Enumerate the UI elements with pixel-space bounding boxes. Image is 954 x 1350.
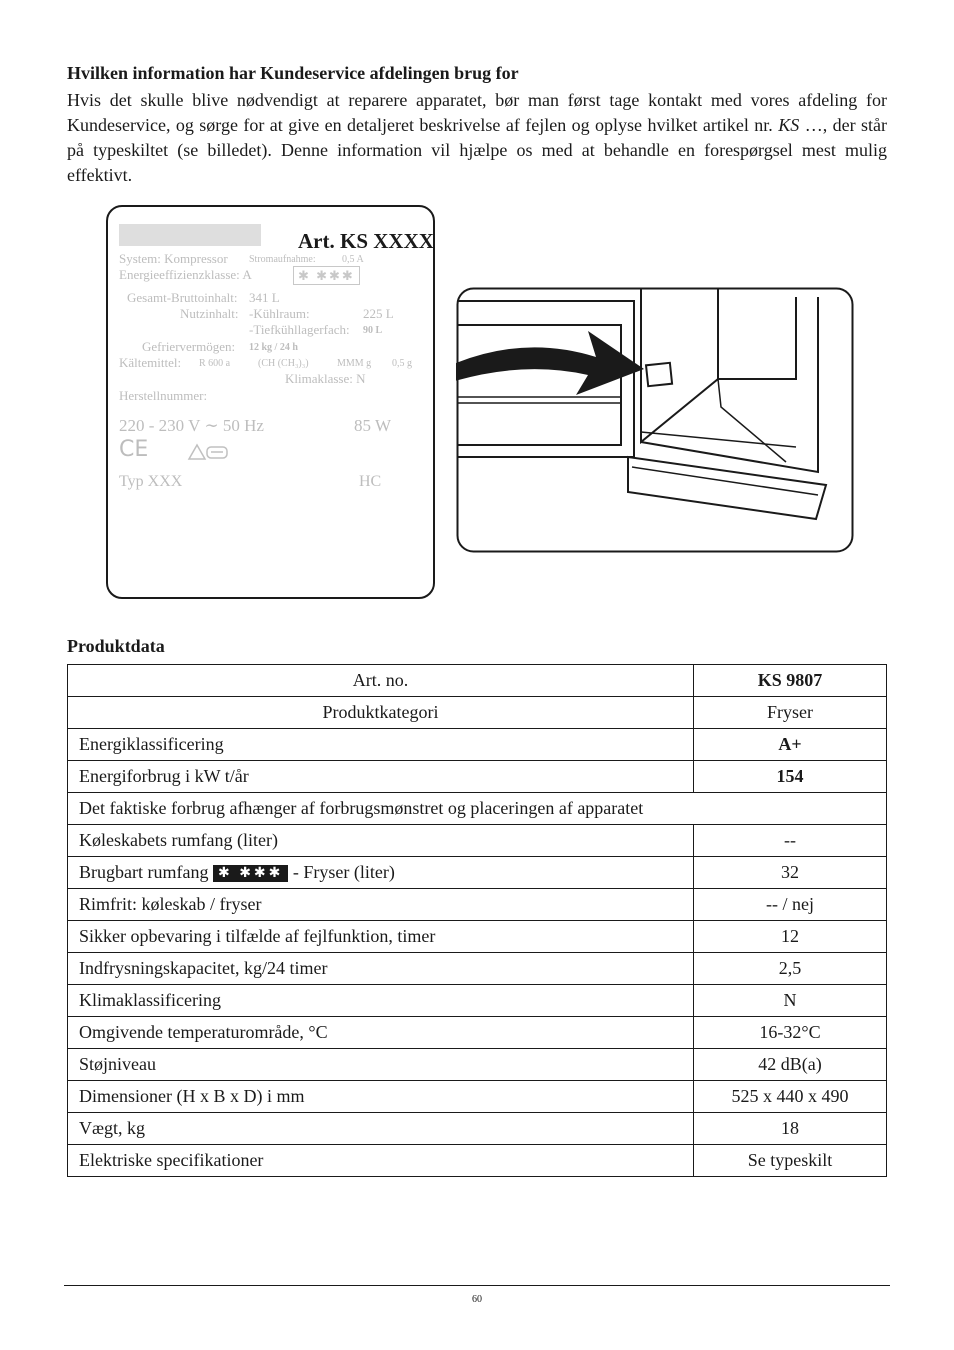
row-value: 2,5: [694, 953, 887, 985]
row-value: N: [694, 985, 887, 1017]
table-row: [68, 857, 887, 889]
table-row: [68, 1145, 887, 1177]
label-system: System: Kompressor: [119, 251, 228, 266]
rating-label-illustration: [106, 205, 435, 599]
table-row: [68, 1081, 887, 1113]
row-label: Art. no.: [68, 665, 694, 697]
row-value: 525 x 440 x 490: [694, 1081, 887, 1113]
label-grey-bar: [119, 224, 261, 246]
label-gefrier-value: 12 kg / 24 h: [249, 342, 298, 353]
row-value: 12: [694, 921, 887, 953]
label-net: Nutzinhalt:: [180, 306, 239, 321]
table-row: [68, 889, 887, 921]
row-label: Vægt, kg: [68, 1113, 694, 1145]
row-value: Fryser: [694, 697, 887, 729]
row-value: Se typeskilt: [694, 1145, 887, 1177]
intro-paragraph: Hvis det skulle blive nødvendigt at reparere apparatet, bør man først tage kontakt med vores afdeling for Kundeservice, og sørge for at give en detaljeret beskrivelse af fejlen og oplyse hvilket artikel nr. KS …, der står på typeskiltet (se billedet). Denne information vil hjælpe os med at behandle en forespørgsel mest mulig effektivt.: [67, 90, 888, 185]
label-kuhlraum: -Kühlraum:: [249, 306, 310, 321]
table-row: [68, 697, 887, 729]
table-row: [68, 825, 887, 857]
row-label: Energiklassificering: [68, 729, 694, 761]
row-value: 16-32°C: [694, 1017, 887, 1049]
table-row: [68, 1017, 887, 1049]
label-stromaufnahme-value: 0,5 A: [342, 254, 364, 265]
table-row: [68, 953, 887, 985]
label-herstell: Herstellnummer:: [119, 388, 208, 403]
label-star-rating-icon: ✱ ✱✱✱: [293, 266, 360, 285]
freezer-interior-illustration: [456, 287, 854, 553]
table-row: [68, 1113, 887, 1145]
section-heading-customer-service: Hvilken information har Kundeservice afdelingen brug for: [67, 63, 519, 83]
label-kaltemittel-value: R 600 a: [199, 358, 231, 369]
label-tiefkuhl-value: 90 L: [363, 325, 383, 336]
row-value: -- / nej: [694, 889, 887, 921]
label-gross-value: 341 L: [249, 290, 280, 305]
row-label: Energiforbrug i kW t/år: [68, 761, 694, 793]
label-gefrier: Gefriervermögen:: [142, 339, 236, 354]
row-label: Indfrysningskapacitet, kg/24 timer: [68, 953, 694, 985]
row-value: --: [694, 825, 887, 857]
table-row: [68, 761, 887, 793]
row-value: 32: [694, 857, 887, 889]
row-label: Køleskabets rumfang (liter): [68, 825, 694, 857]
label-kuhlraum-value: 225 L: [363, 306, 394, 321]
label-hc: HC: [359, 473, 382, 490]
freezer-star-rating-icon: ✱ ✱✱✱: [213, 865, 288, 882]
row-label: Omgivende temperaturområde, °C: [68, 1017, 694, 1049]
row-label: Klimaklassificering: [68, 985, 694, 1017]
recycle-warning-icon: [186, 441, 232, 463]
table-row: [68, 985, 887, 1017]
label-mmm-value: 0,5 g: [392, 358, 412, 369]
row-label: Støjniveau: [68, 1049, 694, 1081]
row-value: KS 9807: [694, 665, 887, 697]
label-gross: Gesamt-Bruttoinhalt:: [127, 290, 238, 305]
row-label: Sikker opbevaring i tilfælde af fejlfunktion, timer: [68, 921, 694, 953]
table-row: [68, 921, 887, 953]
label-watt: 85 W: [354, 416, 391, 435]
label-tiefkuhl: -Tiefkühllagerfach:: [249, 322, 350, 337]
label-voltage: 220 - 230 V ∼ 50 Hz: [119, 416, 264, 435]
row-label: Brugbart rumfang ✱ ✱✱✱ - Fryser (liter): [68, 857, 694, 889]
table-row: [68, 665, 887, 697]
table-row: [68, 793, 887, 825]
footer-divider: [64, 1285, 890, 1286]
label-stromaufnahme: Stromaufnahme:: [249, 254, 316, 265]
table-row: [68, 1049, 887, 1081]
label-energy-class: Energieeffizienzklasse: A: [119, 267, 252, 282]
art-prefix: KS: [778, 115, 800, 135]
row-note: Det faktiske forbrug afhænger af forbrugsmønstret og placeringen af apparatet: [68, 793, 887, 825]
product-data-title: Produktdata: [67, 636, 165, 656]
product-data-table: [67, 664, 887, 1177]
table-row: [68, 729, 887, 761]
label-formula: (CH (CH₃)₃): [258, 358, 309, 369]
row-label: Rimfrit: køleskab / fryser: [68, 889, 694, 921]
row-label: Produktkategori: [68, 697, 694, 729]
row-value: 154: [694, 761, 887, 793]
row-value: 42 dB(a): [694, 1049, 887, 1081]
row-label: Dimensioner (H x B x D) i mm: [68, 1081, 694, 1113]
label-mmm: MMM g: [337, 358, 372, 369]
label-kaltemittel: Kältemittel:: [119, 355, 182, 370]
row-label: Elektriske specifikationer: [68, 1145, 694, 1177]
page-number: 60: [472, 1294, 482, 1305]
label-klima: Klimaklasse: N: [285, 371, 366, 386]
ce-mark-icon: CE: [119, 437, 149, 462]
row-value: 18: [694, 1113, 887, 1145]
label-typ: Typ XXX: [119, 473, 183, 490]
label-art-number: Art. KS XXXX: [298, 229, 434, 253]
row-value: A+: [694, 729, 887, 761]
